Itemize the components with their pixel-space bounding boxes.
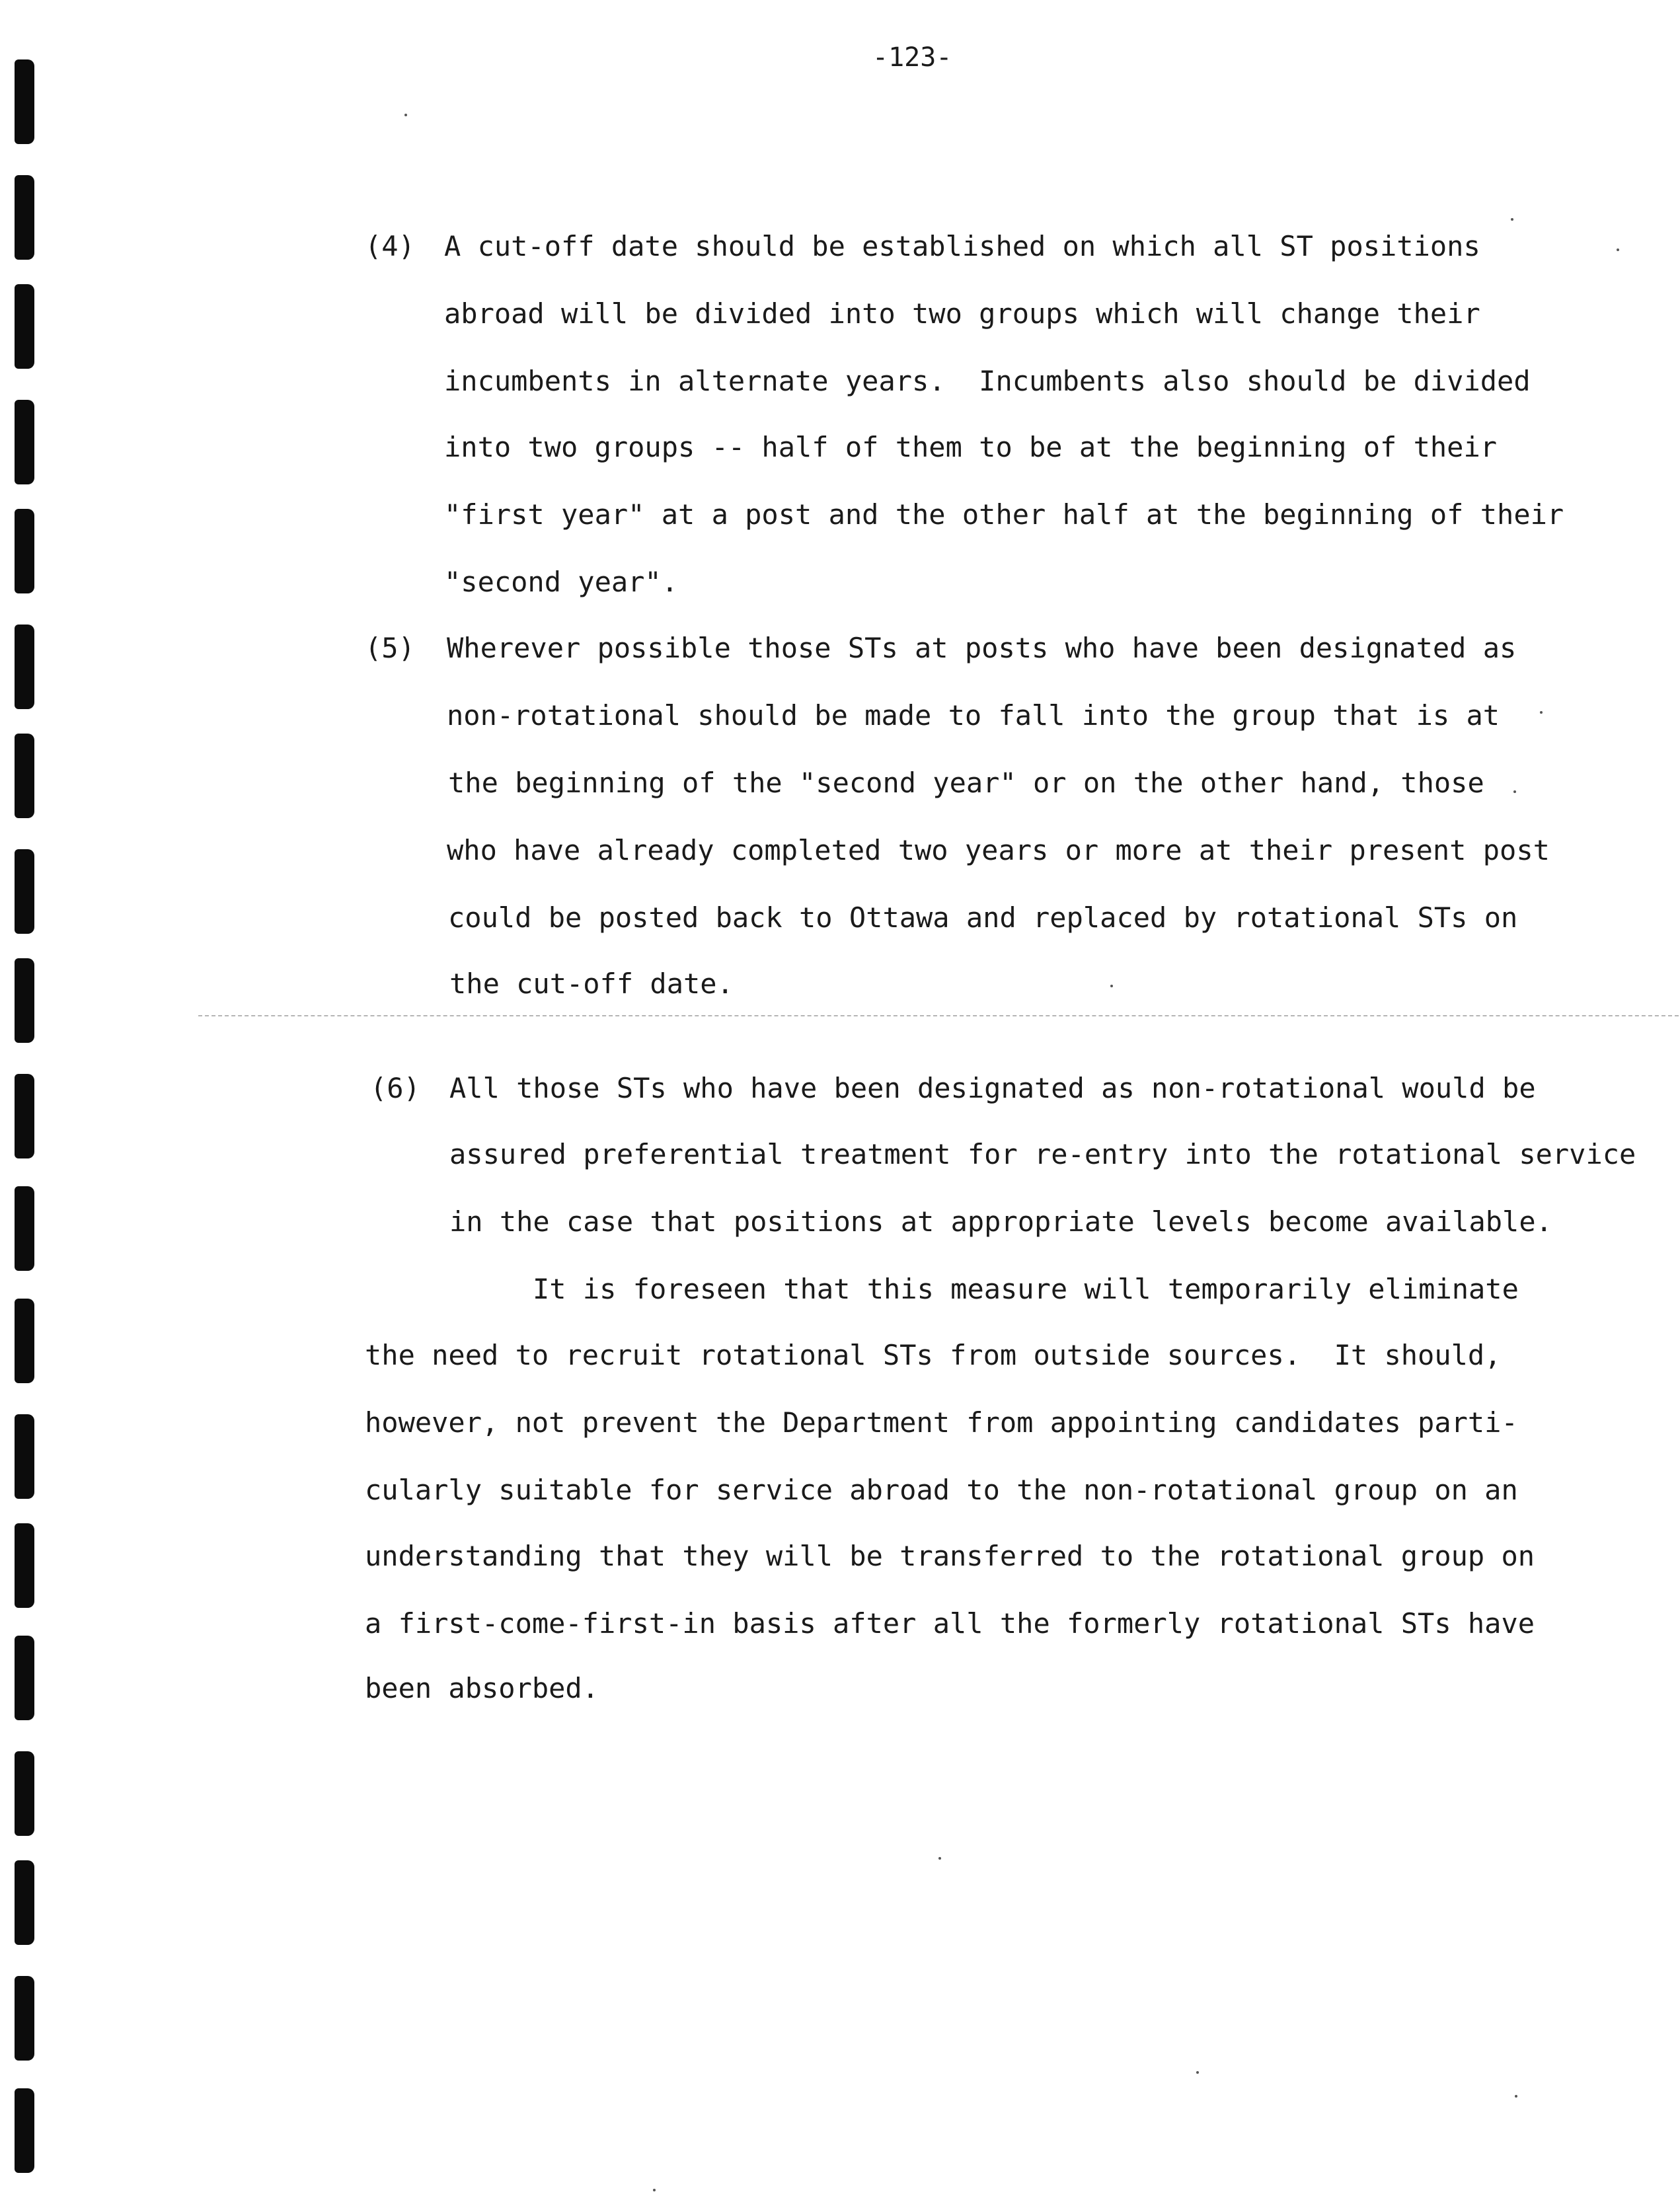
punch-hole-mark: [15, 1976, 34, 2061]
text-line: abroad will be divided into two groups which will change their: [444, 297, 1480, 330]
text-line: It is foreseen that this measure will temporarily eliminate: [533, 1273, 1519, 1305]
punch-hole-mark: [15, 1636, 34, 1720]
punch-hole-mark: [15, 1860, 34, 1945]
punch-hole-mark: [15, 284, 34, 369]
punch-hole-mark: [15, 1414, 34, 1499]
text-line: the cut-off date.: [449, 967, 734, 1000]
scan-speck: [653, 2189, 656, 2191]
scan-speck: [938, 1857, 941, 1860]
scan-speck: [1515, 2095, 1517, 2098]
text-line: assured preferential treatment for re-entry into the rotational service: [449, 1138, 1636, 1170]
scan-speck: [1196, 2071, 1199, 2074]
scan-speck: [404, 114, 407, 116]
scan-speck: [1617, 248, 1619, 251]
punch-hole-mark: [15, 1299, 34, 1383]
scan-speck: [1540, 711, 1543, 714]
text-line: been absorbed.: [365, 1672, 599, 1704]
text-line: Wherever possible those STs at posts who have been designated as: [447, 632, 1517, 664]
item-marker: (4): [365, 230, 415, 262]
punch-hole-mark: [15, 1186, 34, 1271]
text-line: understanding that they will be transferred to the rotational group on: [365, 1540, 1535, 1572]
punch-hole-mark: [15, 1523, 34, 1608]
punch-hole-mark: [15, 509, 34, 593]
punch-hole-mark: [15, 59, 34, 144]
punch-hole-mark: [15, 1074, 34, 1158]
scan-speck: [1110, 985, 1113, 987]
punch-hole-mark: [15, 958, 34, 1043]
punch-hole-mark: [15, 1751, 34, 1836]
text-line: "second year".: [444, 566, 679, 598]
text-line: All those STs who have been designated as non-rotational would be: [449, 1072, 1536, 1104]
punch-hole-mark: [15, 625, 34, 709]
text-line: who have already completed two years or more at their present post: [447, 834, 1550, 866]
punch-hole-mark: [15, 400, 34, 484]
punch-hole-mark: [15, 734, 34, 818]
text-line: "first year" at a post and the other half at the beginning of their: [444, 498, 1564, 531]
text-line: however, not prevent the Department from appointing candidates parti-: [365, 1406, 1518, 1439]
text-line: could be posted back to Ottawa and replaced by rotational STs on: [448, 901, 1518, 934]
text-line: a first-come-first-in basis after all the formerly rotational STs have: [365, 1607, 1535, 1640]
text-line: non-rotational should be made to fall into the group that is at: [447, 699, 1500, 732]
text-line: incumbents in alternate years. Incumbents also should be divided: [444, 365, 1531, 397]
text-line: the need to recruit rotational STs from outside sources. It should,: [365, 1339, 1502, 1371]
binding-edge: [5, 0, 38, 2200]
punch-hole-mark: [15, 2088, 34, 2173]
scan-speck: [1513, 790, 1516, 793]
text-line: in the case that positions at appropriate levels become available.: [449, 1205, 1552, 1238]
text-line: cularly suitable for service abroad to the non-rotational group on an: [365, 1474, 1518, 1506]
punch-hole-mark: [15, 849, 34, 934]
item-marker: (5): [365, 632, 415, 664]
text-line: A cut-off date should be established on which all ST positions: [444, 230, 1480, 262]
item-marker: (6): [370, 1072, 420, 1104]
text-line: the beginning of the "second year" or on the other hand, those: [448, 767, 1484, 799]
scan-artifact-rule: [198, 1015, 1679, 1016]
page-number: -123-: [872, 42, 952, 73]
punch-hole-mark: [15, 175, 34, 260]
scan-speck: [1511, 218, 1513, 221]
text-line: into two groups -- half of them to be at the beginning of their: [444, 431, 1498, 463]
